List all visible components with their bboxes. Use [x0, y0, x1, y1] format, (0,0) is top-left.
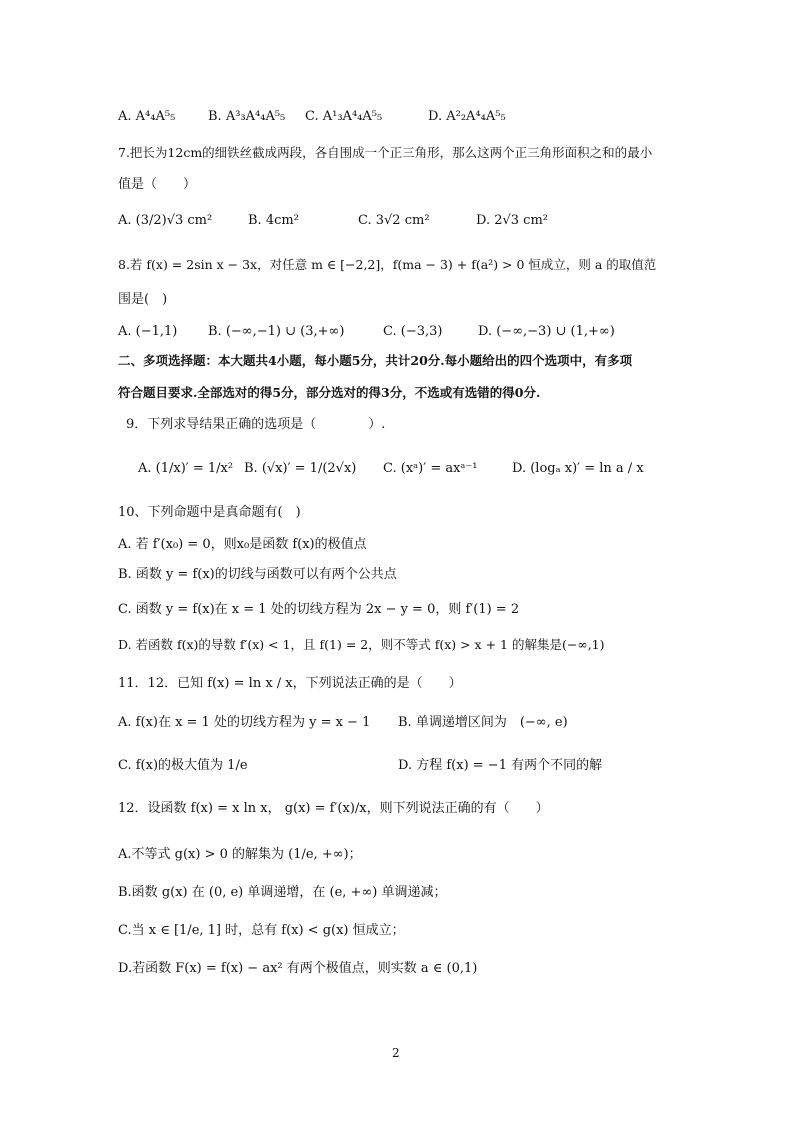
q7-option-a: A. (3/2)√3 cm²: [118, 213, 213, 228]
page-number: 2: [392, 1046, 400, 1060]
q11-option-c: C. f(x)的极大值为 1/e: [118, 758, 248, 773]
q6-option-d: D. A²₂A⁴₄A⁵₅: [428, 109, 506, 124]
q7-option-d: D. 2√3 cm²: [476, 213, 549, 228]
q12-option-d: D.若函数 F(x) = f(x) − ax² 有两个极值点，则实数 a ∈ (0,1): [118, 961, 478, 976]
q11-stem: 11．12．已知 f(x) = ln x / x，下列说法正确的是（ ）: [118, 676, 462, 691]
q6-option-b: B. A³₃A⁴₄A⁵₅: [208, 109, 286, 124]
section2-heading-line2: 符合题目要求.全部选对的得5分，部分选对的得3分，不选或有选错的得0分.: [118, 385, 541, 400]
q11-option-b: B. 单调递增区间为 (−∞, e): [398, 715, 568, 730]
q8-stem-line2: 围是( ): [118, 292, 168, 307]
q9-option-a: A. (1/x)′ = 1/x²: [138, 461, 234, 476]
q12-option-b: B.函数 g(x) 在 (0, e) 单调递增，在 (e, +∞) 单调递减；: [118, 885, 447, 900]
q7-stem-line2: 值是（ ）: [118, 177, 197, 192]
q10-option-c: C. 函数 y = f(x)在 x = 1 处的切线方程为 2x − y = 0，则 f′(1) = 2: [118, 602, 520, 617]
q10-option-a: A. 若 f′(x₀) = 0，则x₀是函数 f(x)的极值点: [118, 537, 367, 552]
q8-stem-line1: 8.若 f(x) = 2sin x − 3x，对任意 m ∈ [−2,2]，f(ma − 3) + f(a²) > 0 恒成立，则 a 的取值范: [118, 257, 657, 272]
q12-option-a: A.不等式 g(x) > 0 的解集为 (1/e, +∞)；: [118, 847, 362, 862]
q10-option-b: B. 函数 y = f(x)的切线与函数可以有两个公共点: [118, 567, 397, 582]
q9-option-c: C. (xᵃ)′ = axᵃ⁻¹: [383, 461, 478, 476]
q12-stem: 12．设函数 f(x) = x ln x， g(x) = f′(x)/x，则下列说法正确的有（ ）: [118, 801, 549, 816]
section2-heading-line1: 二、多项选择题：本大题共4小题，每小题5分，共计20分.每小题给出的四个选项中，有多项: [118, 353, 633, 368]
q10-option-d: D. 若函数 f(x)的导数 f′(x) < 1，且 f(1) = 2，则不等式 f(x) > x + 1 的解集是(−∞,1): [118, 637, 605, 652]
q11-option-a: A. f(x)在 x = 1 处的切线方程为 y = x − 1: [118, 715, 371, 730]
q7-option-b: B. 4cm²: [248, 213, 299, 228]
q7-option-c: C. 3√2 cm²: [358, 213, 430, 228]
q11-option-d: D. 方程 f(x) = −1 有两个不同的解: [398, 758, 603, 773]
q12-option-c: C.当 x ∈ [1/e, 1] 时，总有 f(x) < g(x) 恒成立；: [118, 923, 405, 938]
q9-option-b: B. (√x)′ = 1/(2√x): [244, 461, 357, 476]
q8-option-c: C. (−3,3): [383, 324, 443, 339]
q8-option-d: D. (−∞,−3) ∪ (1,+∞): [478, 324, 615, 339]
q6-option-a: A. A⁴₄A⁵₅: [118, 109, 176, 124]
q8-option-a: A. (−1,1): [118, 324, 178, 339]
q10-stem: 10、下列命题中是真命题有( ): [118, 505, 301, 520]
q7-stem-line1: 7.把长为12cm的细铁丝截成两段，各自围成一个正三角形，那么这两个正三角形面积之和的最小: [118, 145, 653, 160]
q9-option-d: D. (logₐ x)′ = ln a / x: [512, 461, 644, 476]
q8-option-b: B. (−∞,−1) ∪ (3,+∞): [208, 324, 345, 339]
q9-stem: 9．下列求导结果正确的选项是（ ）.: [126, 417, 386, 432]
q6-option-c: C. A¹₃A⁴₄A⁵₅: [305, 109, 383, 124]
